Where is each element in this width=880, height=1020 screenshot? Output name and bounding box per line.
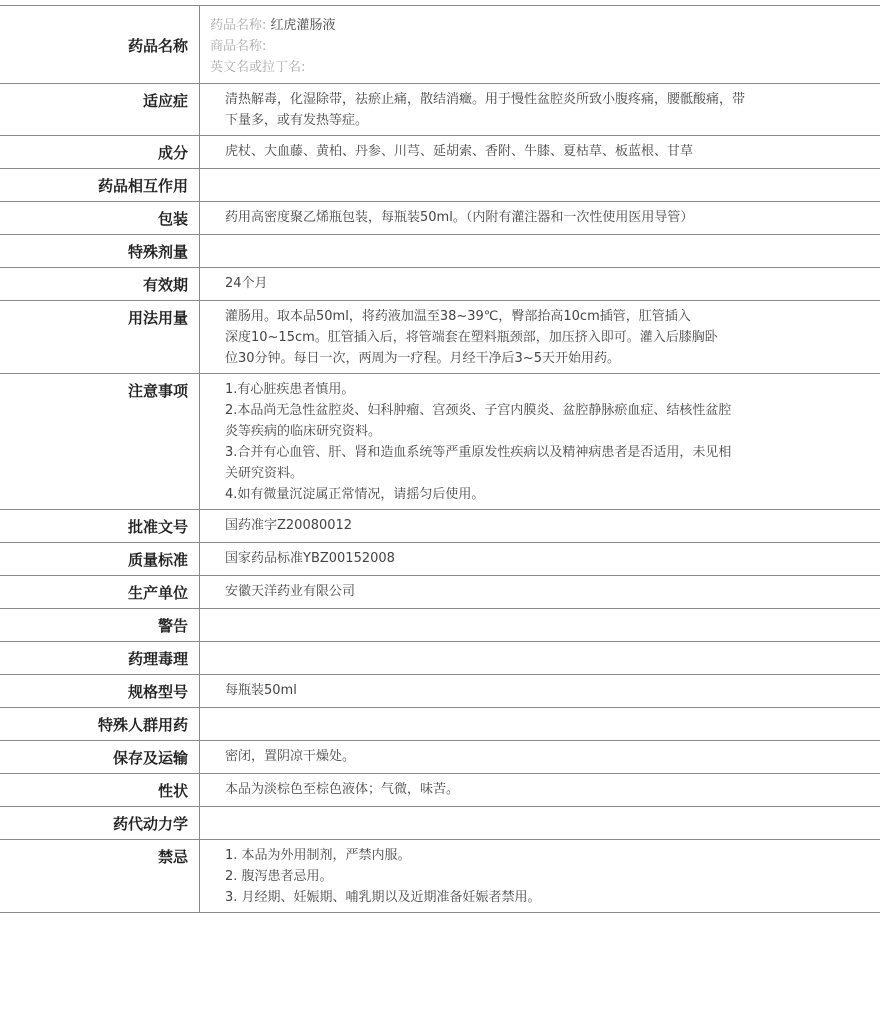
drug-info-table <box>0 5 880 913</box>
row-label: 性状 <box>0 774 200 806</box>
row-label: 特殊人群用药 <box>0 708 200 740</box>
row-value <box>200 510 880 542</box>
row-value <box>200 675 880 707</box>
table-row <box>0 840 880 913</box>
row-label: 规格型号 <box>0 675 200 707</box>
row-value <box>200 374 880 509</box>
row-label: 保存及运输 <box>0 741 200 773</box>
value-line: 4.如有微量沉淀属正常情况，请摇匀后使用。 <box>225 487 485 502</box>
value-line: 密闭，置阴凉干燥处。 <box>225 749 356 764</box>
row-value <box>200 301 880 373</box>
table-row <box>0 774 880 807</box>
table-row <box>0 268 880 301</box>
row-label: 警告 <box>0 609 200 641</box>
value-line: 本品为淡棕色至棕色液体；气微，味苦。 <box>225 782 460 797</box>
table-row <box>0 741 880 774</box>
row-value <box>200 609 880 641</box>
row-value <box>200 169 880 201</box>
row-label: 药品名称 <box>0 6 200 83</box>
table-row <box>0 84 880 136</box>
table-row <box>0 708 880 741</box>
value-line: 深度10~15cm。肛管插入后，将管端套在塑料瓶颈部，加压挤入即可。灌入后膝胸卧 <box>225 330 718 345</box>
row-label: 包装 <box>0 202 200 234</box>
value-line: 2. 腹泻患者忌用。 <box>225 869 333 884</box>
table-row <box>0 807 880 840</box>
trade-name-label: 商品名称: <box>210 39 267 54</box>
row-label: 禁忌 <box>0 840 200 912</box>
value-line: 国药准字Z20080012 <box>225 518 353 533</box>
row-value <box>200 136 880 168</box>
table-row <box>0 642 880 675</box>
value-line: 下量多，或有发热等症。 <box>225 113 369 128</box>
table-row <box>0 235 880 268</box>
row-value <box>200 741 880 773</box>
table-row <box>0 202 880 235</box>
row-value <box>200 840 880 912</box>
table-row <box>0 510 880 543</box>
row-value <box>200 774 880 806</box>
row-label: 特殊剂量 <box>0 235 200 267</box>
value-line: 24个月 <box>225 276 268 291</box>
row-label: 药代动力学 <box>0 807 200 839</box>
value-line: 安徽天洋药业有限公司 <box>225 584 356 599</box>
table-row <box>0 169 880 202</box>
row-value <box>200 807 880 839</box>
value-line: 炎等疾病的临床研究资料。 <box>225 424 382 439</box>
row-value <box>200 84 880 135</box>
row-label: 质量标准 <box>0 543 200 575</box>
row-value <box>200 235 880 267</box>
row-value <box>200 543 880 575</box>
row-label: 药理毒理 <box>0 642 200 674</box>
value-line: 1. 本品为外用制剂，严禁内服。 <box>225 848 411 863</box>
row-label: 注意事项 <box>0 374 200 509</box>
table-row <box>0 374 880 510</box>
row-value <box>200 6 880 83</box>
row-label: 适应症 <box>0 84 200 135</box>
row-value <box>200 708 880 740</box>
table-row <box>0 543 880 576</box>
row-value <box>200 642 880 674</box>
value-line: 药用高密度聚乙烯瓶包装，每瓶装50ml。（内附有灌注器和一次性使用医用导管） <box>225 210 694 225</box>
value-line: 2.本品尚无急性盆腔炎、妇科肿瘤、宫颈炎、子宫内膜炎、盆腔静脉瘀血症、结核性盆腔 <box>225 403 732 418</box>
value-line: 关研究资料。 <box>225 466 304 481</box>
row-label: 生产单位 <box>0 576 200 608</box>
row-label: 用法用量 <box>0 301 200 373</box>
table-row <box>0 609 880 642</box>
row-drug-name <box>0 6 880 84</box>
table-row <box>0 675 880 708</box>
value-line: 清热解毒，化湿除带，祛瘀止痛，散结消癥。用于慢性盆腔炎所致小腹疼痛，腰骶酸痛，带 <box>225 92 746 107</box>
value-line: 1.有心脏疾患者慎用。 <box>225 382 355 397</box>
row-label: 成分 <box>0 136 200 168</box>
table-row <box>0 136 880 169</box>
generic-name-value: 红虎灌肠液 <box>270 18 336 33</box>
row-value <box>200 268 880 300</box>
row-value <box>200 202 880 234</box>
value-line: 位30分钟。每日一次，两周为一疗程。月经干净后3~5天开始用药。 <box>225 351 620 366</box>
value-line: 每瓶装50ml <box>225 683 297 698</box>
row-label: 药品相互作用 <box>0 169 200 201</box>
row-label: 有效期 <box>0 268 200 300</box>
value-line: 灌肠用。取本品50ml，将药液加温至38~39℃，臀部抬高10cm插管，肛管插入 <box>225 309 691 324</box>
value-line: 3.合并有心血管、肝、肾和造血系统等严重原发性疾病以及精神病患者是否适用，未见相 <box>225 445 732 460</box>
table-row <box>0 301 880 374</box>
value-line: 3. 月经期、妊娠期、哺乳期以及近期准备妊娠者禁用。 <box>225 890 541 905</box>
row-label: 批准文号 <box>0 510 200 542</box>
value-line: 虎杖、大血藤、黄柏、丹参、川芎、延胡索、香附、牛膝、夏枯草、板蓝根、甘草 <box>225 144 694 159</box>
english-name-label: 英文名或拉丁名: <box>210 60 306 75</box>
row-value <box>200 576 880 608</box>
value-line: 国家药品标准YBZ00152008 <box>225 551 395 566</box>
generic-name-label: 药品名称: <box>210 18 267 33</box>
table-row <box>0 576 880 609</box>
